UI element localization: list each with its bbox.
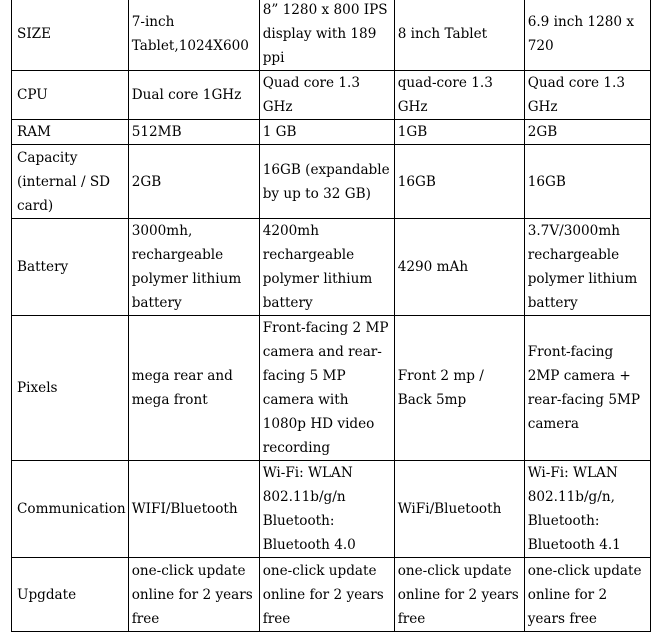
row-label: RAM — [12, 120, 129, 145]
table-row-cpu — [12, 71, 651, 120]
table-cell: Wi-Fi: WLAN 802.11b/g/n, Bluetooth: Bluetooth 4.1 — [524, 461, 650, 558]
row-label: Capacity (internal / SD card) — [12, 145, 129, 219]
table-cell: 2GB — [524, 120, 650, 145]
table-cell: WIFI/Bluetooth — [128, 461, 259, 558]
table-cell: 1 GB — [259, 120, 394, 145]
table-cell: 6.9 inch 1280 x 720 — [524, 0, 650, 71]
table-cell: Front 2 mp / Back 5mp — [394, 316, 524, 461]
table-row-communication — [12, 461, 651, 558]
table-cell: 8 inch Tablet — [394, 0, 524, 71]
row-label: CPU — [12, 71, 129, 120]
table-cell: 7-inch Tablet,1024X600 — [128, 0, 259, 71]
table-cell: 8” 1280 x 800 IPS display with 189 ppi — [259, 0, 394, 71]
table-cell: one-click update online for 2 years free — [524, 558, 650, 632]
table-cell: WiFi/Bluetooth — [394, 461, 524, 558]
table-cell: one-click update online for 2 years free — [394, 558, 524, 632]
table-cell: one-click update online for 2 years free — [128, 558, 259, 632]
row-label: SIZE — [12, 0, 129, 71]
table-cell: Dual core 1GHz — [128, 71, 259, 120]
table-cell: 16GB — [524, 145, 650, 219]
row-label: Upgdate — [12, 558, 129, 632]
table-cell: 16GB — [394, 145, 524, 219]
table-row-capacity — [12, 145, 651, 219]
table-cell: 4290 mAh — [394, 219, 524, 316]
table-cell: quad-core 1.3 GHz — [394, 71, 524, 120]
table-cell: 16GB (expandable by up to 32 GB) — [259, 145, 394, 219]
table-row-size — [12, 0, 651, 71]
table-cell: Front-facing 2MP camera + rear-facing 5MP camera — [524, 316, 650, 461]
row-label: Communication — [12, 461, 129, 558]
table-row-pixels — [12, 316, 651, 461]
table-cell: one-click update online for 2 years free — [259, 558, 394, 632]
table-cell: 512MB — [128, 120, 259, 145]
table-cell: 2GB — [128, 145, 259, 219]
table-cell: Front-facing 2 MP camera and rear-facing 5 MP camera with 1080p HD video recording — [259, 316, 394, 461]
table-cell: mega rear and mega front — [128, 316, 259, 461]
table-row-upgdate — [12, 558, 651, 632]
row-label: Pixels — [12, 316, 129, 461]
row-label: Battery — [12, 219, 129, 316]
table-cell: 3000mh, rechargeable polymer lithium battery — [128, 219, 259, 316]
table-cell: Wi-Fi: WLAN 802.11b/g/n Bluetooth: Bluetooth 4.0 — [259, 461, 394, 558]
spec-comparison-table — [11, 0, 651, 632]
table-cell: Quad core 1.3 GHz — [524, 71, 650, 120]
table-cell: 1GB — [394, 120, 524, 145]
table-cell: Quad core 1.3 GHz — [259, 71, 394, 120]
table-cell: 4200mh rechargeable polymer lithium battery — [259, 219, 394, 316]
table-cell: 3.7V/3000mh rechargeable polymer lithium battery — [524, 219, 650, 316]
table-row-ram — [12, 120, 651, 145]
table-row-battery — [12, 219, 651, 316]
